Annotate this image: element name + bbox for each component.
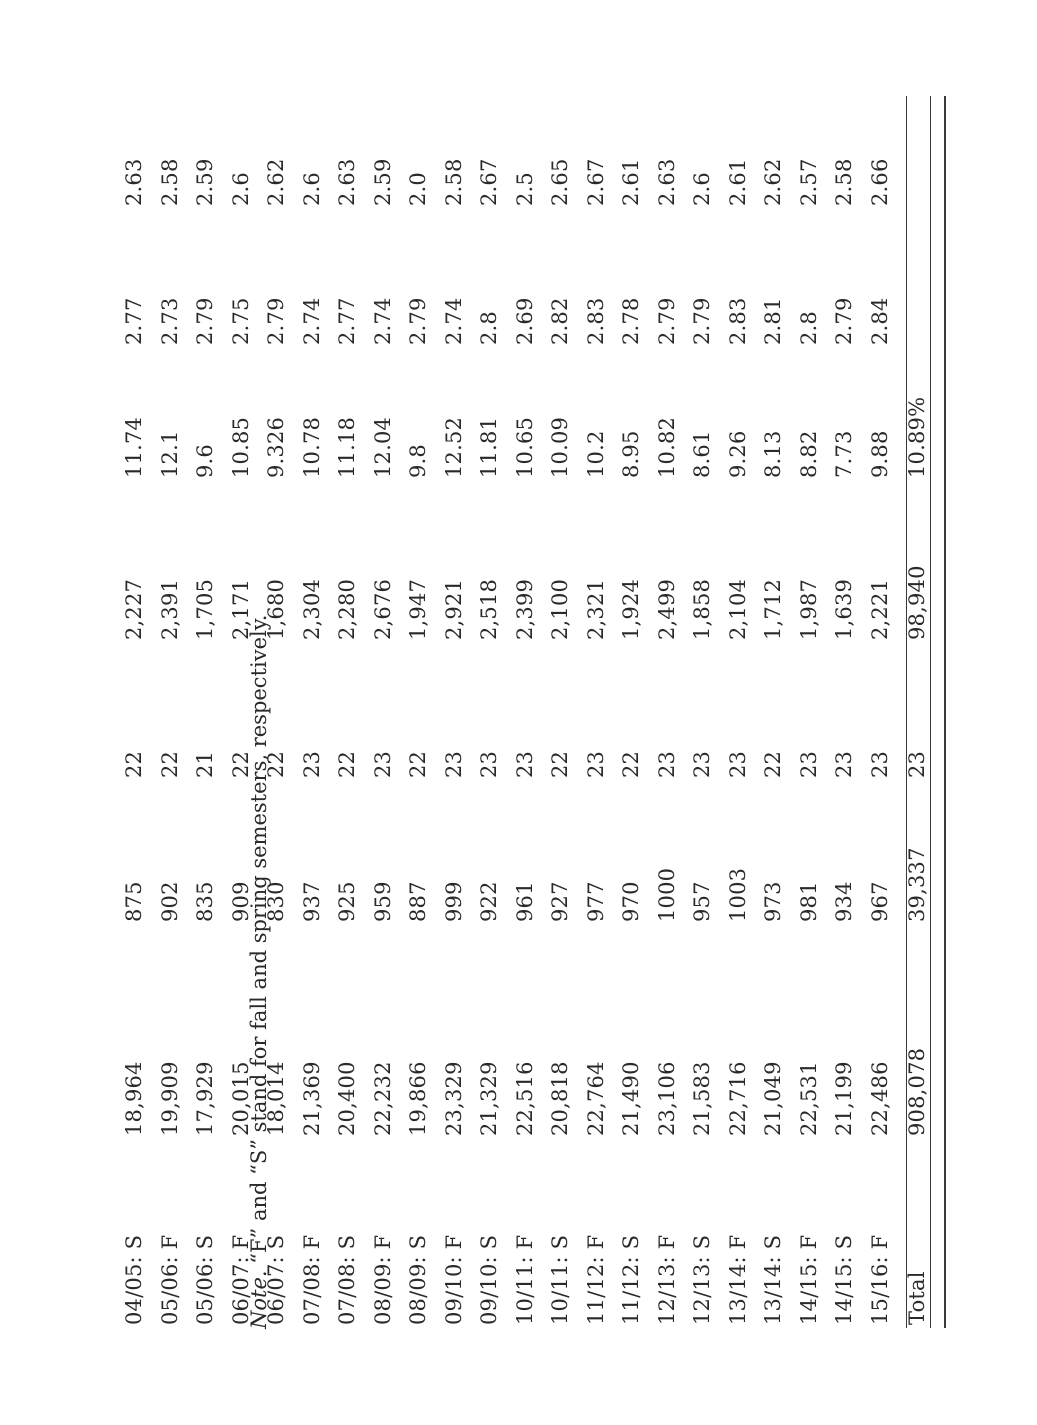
- cell-enrollments: 2,399: [513, 578, 537, 640]
- cell-students: 18,014: [264, 1061, 288, 1136]
- cell-gpa-a: 2.81: [761, 297, 785, 345]
- cell-courses: 22: [761, 750, 785, 778]
- cell-students: 19,866: [406, 1061, 430, 1136]
- cell-instructors: 937: [300, 881, 324, 922]
- cell-enrollments: 2,676: [371, 578, 395, 640]
- cell-gpa-a: 2.79: [655, 297, 679, 345]
- cell-gpa-a: 2.8: [797, 311, 821, 345]
- cell-term: 07/08: S: [335, 1234, 359, 1325]
- cell-students: 22,486: [868, 1061, 892, 1136]
- cell-term: 14/15: F: [797, 1234, 821, 1325]
- cell-courses: 23: [477, 750, 501, 778]
- cell-term: 06/07: S: [264, 1234, 288, 1325]
- cell-gpa-b: 2.59: [371, 158, 395, 206]
- cell-gpa-a: 2.77: [122, 297, 146, 345]
- cell-gpa-a: 2.79: [406, 297, 430, 345]
- cell-gpa-b: 2.63: [122, 158, 146, 206]
- cell-instructors: 875: [122, 881, 146, 922]
- cell-enrollments: 2,280: [335, 578, 359, 640]
- cell-term: 04/05: S: [122, 1234, 146, 1325]
- cell-students: 22,232: [371, 1061, 395, 1136]
- cell-instructors: 959: [371, 881, 395, 922]
- cell-courses: 23: [584, 750, 608, 778]
- cell-gpa-b: 2.5: [513, 172, 537, 206]
- cell-percentage: 9.326: [264, 416, 288, 478]
- cell-gpa-a: 2.77: [335, 297, 359, 345]
- cell-gpa-a: 2.79: [832, 297, 856, 345]
- cell-term: 11/12: F: [584, 1234, 608, 1325]
- cell-gpa-a: 2.8: [477, 311, 501, 345]
- cell-instructors: 967: [868, 881, 892, 922]
- cell-students: 21,369: [300, 1061, 324, 1136]
- cell-percentage: 10.09: [548, 416, 572, 478]
- cell-term: 14/15: S: [832, 1234, 856, 1325]
- cell-percentage: 11.81: [477, 416, 501, 478]
- cell-students: 17,929: [193, 1061, 217, 1136]
- cell-term: 05/06: F: [158, 1234, 182, 1325]
- cell-term: 11/12: S: [619, 1234, 643, 1325]
- table-bottom-rule: [944, 96, 946, 1328]
- cell-enrollments: 1,712: [761, 578, 785, 640]
- cell-term: 10/11: F: [513, 1234, 537, 1325]
- cell-enrollments: 2,518: [477, 578, 501, 640]
- cell-percentage: 7.73: [832, 430, 856, 478]
- cell-term: 08/09: F: [371, 1234, 395, 1325]
- cell-courses: 22: [619, 750, 643, 778]
- cell-instructors: 957: [690, 881, 714, 922]
- cell-instructors: 973: [761, 881, 785, 922]
- cell-enrollments: 2,227: [122, 578, 146, 640]
- cell-students: 18,964: [122, 1061, 146, 1136]
- total-cell-instructors: 39,337: [905, 847, 929, 922]
- cell-enrollments: 2,391: [158, 578, 182, 640]
- cell-term: 07/08: F: [300, 1234, 324, 1325]
- cell-percentage: 8.95: [619, 430, 643, 478]
- cell-students: 21,329: [477, 1061, 501, 1136]
- cell-students: 23,106: [655, 1061, 679, 1136]
- cell-term: 06/07: F: [229, 1234, 253, 1325]
- cell-gpa-b: 2.59: [193, 158, 217, 206]
- cell-enrollments: 1,858: [690, 578, 714, 640]
- cell-gpa-b: 2.58: [832, 158, 856, 206]
- cell-gpa-a: 2.73: [158, 297, 182, 345]
- cell-gpa-b: 2.65: [548, 158, 572, 206]
- cell-gpa-a: 2.74: [371, 297, 395, 345]
- table-top-rule: [930, 96, 931, 1328]
- note-text: “F” and “S” stand for fall and spring semesters, respectively.: [247, 614, 271, 1271]
- cell-students: 23,329: [442, 1061, 466, 1136]
- cell-gpa-b: 2.6: [229, 172, 253, 206]
- cell-gpa-b: 2.6: [690, 172, 714, 206]
- cell-courses: 23: [797, 750, 821, 778]
- cell-gpa-a: 2.78: [619, 297, 643, 345]
- cell-percentage: 12.1: [158, 430, 182, 478]
- cell-percentage: 10.2: [584, 430, 608, 478]
- cell-gpa-a: 2.83: [726, 297, 750, 345]
- cell-students: 22,516: [513, 1061, 537, 1136]
- cell-students: 21,490: [619, 1061, 643, 1136]
- total-cell-courses: 23: [905, 750, 929, 778]
- cell-term: 10/11: S: [548, 1234, 572, 1325]
- cell-instructors: 922: [477, 881, 501, 922]
- cell-courses: 23: [832, 750, 856, 778]
- cell-percentage: 8.61: [690, 430, 714, 478]
- total-cell-students: 908,078: [905, 1047, 929, 1136]
- cell-percentage: 11.74: [122, 416, 146, 478]
- cell-gpa-b: 2.66: [868, 158, 892, 206]
- cell-gpa-a: 2.79: [264, 297, 288, 345]
- cell-courses: 23: [726, 750, 750, 778]
- cell-term: 13/14: F: [726, 1234, 750, 1325]
- cell-instructors: 934: [832, 881, 856, 922]
- cell-term: 12/13: S: [690, 1234, 714, 1325]
- cell-courses: 23: [371, 750, 395, 778]
- cell-gpa-a: 2.74: [442, 297, 466, 345]
- cell-percentage: 9.8: [406, 444, 430, 478]
- cell-instructors: 902: [158, 881, 182, 922]
- cell-gpa-b: 2.61: [726, 158, 750, 206]
- cell-gpa-b: 2.58: [442, 158, 466, 206]
- cell-enrollments: 2,221: [868, 578, 892, 640]
- cell-courses: 23: [690, 750, 714, 778]
- cell-enrollments: 2,304: [300, 578, 324, 640]
- cell-percentage: 10.82: [655, 416, 679, 478]
- total-cell-enrollments: 98,940: [905, 565, 929, 640]
- cell-gpa-a: 2.74: [300, 297, 324, 345]
- cell-gpa-b: 2.57: [797, 158, 821, 206]
- cell-students: 21,199: [832, 1061, 856, 1136]
- cell-instructors: 977: [584, 881, 608, 922]
- cell-enrollments: 1,947: [406, 578, 430, 640]
- cell-enrollments: 1,924: [619, 578, 643, 640]
- cell-courses: 22: [264, 750, 288, 778]
- cell-courses: 23: [513, 750, 537, 778]
- note-label: Note.: [247, 1270, 271, 1329]
- total-cell-term: Total: [905, 1271, 929, 1325]
- cell-percentage: 9.6: [193, 444, 217, 478]
- cell-gpa-b: 2.63: [655, 158, 679, 206]
- cell-students: 19,909: [158, 1061, 182, 1136]
- cell-courses: 22: [548, 750, 572, 778]
- cell-gpa-b: 2.67: [584, 158, 608, 206]
- cell-gpa-b: 2.6: [300, 172, 324, 206]
- cell-term: 15/16: F: [868, 1234, 892, 1325]
- cell-gpa-b: 2.61: [619, 158, 643, 206]
- cell-percentage: 9.88: [868, 430, 892, 478]
- cell-percentage: 8.13: [761, 430, 785, 478]
- cell-percentage: 12.04: [371, 416, 395, 478]
- cell-gpa-b: 2.58: [158, 158, 182, 206]
- cell-term: 12/13: F: [655, 1234, 679, 1325]
- cell-gpa-a: 2.84: [868, 297, 892, 345]
- cell-percentage: 11.18: [335, 416, 359, 478]
- cell-instructors: 835: [193, 881, 217, 922]
- cell-enrollments: 2,499: [655, 578, 679, 640]
- cell-gpa-b: 2.63: [335, 158, 359, 206]
- cell-instructors: 1003: [726, 867, 750, 922]
- cell-gpa-a: 2.79: [193, 297, 217, 345]
- cell-gpa-b: 2.62: [761, 158, 785, 206]
- cell-percentage: 10.78: [300, 416, 324, 478]
- cell-students: 20,015: [229, 1061, 253, 1136]
- cell-courses: 21: [193, 750, 217, 778]
- cell-instructors: 999: [442, 881, 466, 922]
- cell-gpa-a: 2.83: [584, 297, 608, 345]
- cell-instructors: 961: [513, 881, 537, 922]
- cell-instructors: 909: [229, 881, 253, 922]
- cell-enrollments: 2,321: [584, 578, 608, 640]
- cell-courses: 23: [655, 750, 679, 778]
- cell-enrollments: 1,705: [193, 578, 217, 640]
- cell-enrollments: 2,104: [726, 578, 750, 640]
- cell-students: 22,531: [797, 1061, 821, 1136]
- cell-instructors: 981: [797, 881, 821, 922]
- cell-instructors: 970: [619, 881, 643, 922]
- cell-gpa-b: 2.0: [406, 172, 430, 206]
- cell-term: 05/06: S: [193, 1234, 217, 1325]
- cell-courses: 23: [442, 750, 466, 778]
- cell-gpa-a: 2.79: [690, 297, 714, 345]
- cell-instructors: 927: [548, 881, 572, 922]
- cell-students: 20,400: [335, 1061, 359, 1136]
- cell-students: 21,583: [690, 1061, 714, 1136]
- cell-instructors: 925: [335, 881, 359, 922]
- cell-students: 21,049: [761, 1061, 785, 1136]
- cell-percentage: 10.85: [229, 416, 253, 478]
- cell-enrollments: 2,100: [548, 578, 572, 640]
- cell-enrollments: 1,987: [797, 578, 821, 640]
- cell-courses: 22: [158, 750, 182, 778]
- cell-gpa-a: 2.75: [229, 297, 253, 345]
- cell-gpa-a: 2.69: [513, 297, 537, 345]
- cell-instructors: 1000: [655, 867, 679, 922]
- cell-instructors: 887: [406, 881, 430, 922]
- cell-percentage: 8.82: [797, 430, 821, 478]
- cell-students: 20,818: [548, 1061, 572, 1136]
- cell-term: 13/14: S: [761, 1234, 785, 1325]
- cell-courses: 22: [122, 750, 146, 778]
- cell-gpa-b: 2.62: [264, 158, 288, 206]
- cell-courses: 23: [300, 750, 324, 778]
- cell-gpa-b: 2.67: [477, 158, 501, 206]
- table-note: [249, 615, 270, 1329]
- cell-percentage: 12.52: [442, 416, 466, 478]
- cell-enrollments: 1,680: [264, 578, 288, 640]
- cell-percentage: 10.65: [513, 416, 537, 478]
- cell-students: 22,764: [584, 1061, 608, 1136]
- cell-gpa-a: 2.82: [548, 297, 572, 345]
- cell-instructors: 830: [264, 881, 288, 922]
- total-cell-percentage: 10.89%: [905, 396, 929, 478]
- cell-term: 08/09: S: [406, 1234, 430, 1325]
- cell-courses: 22: [406, 750, 430, 778]
- cell-courses: 22: [229, 750, 253, 778]
- cell-term: 09/10: S: [477, 1234, 501, 1325]
- total-separator-rule: [906, 96, 907, 1328]
- cell-enrollments: 2,171: [229, 578, 253, 640]
- cell-percentage: 9.26: [726, 430, 750, 478]
- cell-courses: 22: [335, 750, 359, 778]
- cell-courses: 23: [868, 750, 892, 778]
- cell-enrollments: 1,639: [832, 578, 856, 640]
- cell-students: 22,716: [726, 1061, 750, 1136]
- cell-term: 09/10: F: [442, 1234, 466, 1325]
- cell-enrollments: 2,921: [442, 578, 466, 640]
